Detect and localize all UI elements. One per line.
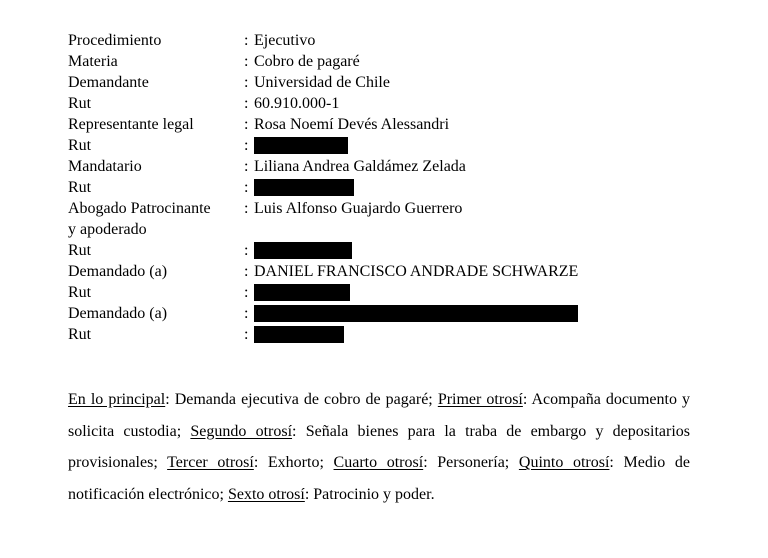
field-colon: : (244, 200, 249, 217)
field-value: Cobro de pagaré (254, 53, 360, 70)
field-row-rut-demandado-1 (68, 282, 708, 303)
field-label: Rut (68, 242, 92, 259)
field-value: Rosa Noemí Devés Alessandri (254, 116, 450, 133)
paragraph-text: : Exhorto; (253, 454, 334, 471)
field-label: Mandatario (68, 158, 142, 175)
field-row-materia (68, 51, 708, 72)
field-colon: : (244, 284, 249, 301)
summary-paragraph (68, 384, 690, 510)
field-row-procedimiento (68, 30, 708, 51)
heading-sexto-otrosi: Sexto otrosí (227, 485, 305, 503)
paragraph-text: : Acompaña documento y solicita custodia; (68, 391, 691, 440)
field-row-rut-representante (68, 135, 708, 156)
field-label: Procedimiento (68, 32, 162, 49)
paragraph-text: : Señala bienes para la traba de embargo y depositarios provisionales; (68, 422, 690, 471)
redaction-bar (254, 305, 578, 322)
field-colon: : (244, 305, 249, 322)
field-label: Materia (68, 53, 118, 70)
field-colon: : (244, 95, 249, 112)
field-value: Luis Alfonso Guajardo Guerrero (254, 200, 463, 217)
field-row-rut-demandado-2 (68, 324, 708, 345)
field-colon: : (244, 116, 249, 133)
field-colon: : (244, 74, 249, 91)
field-value: 60.910.000-1 (254, 95, 340, 112)
field-row-apoderado (68, 219, 708, 240)
paragraph-text: : Demanda ejecutiva de cobro de pagaré; (165, 391, 438, 408)
field-colon: : (244, 263, 249, 280)
paragraph-text: : Medio de notificación electrónico; (68, 454, 691, 503)
redaction-bar (254, 242, 352, 259)
heading-segundo-otrosi: Segundo otrosí (190, 422, 293, 440)
case-fields (68, 30, 708, 345)
field-colon: : (244, 179, 249, 196)
field-label: Abogado Patrocinante (68, 200, 211, 217)
field-label: Demandado (a) (68, 263, 168, 280)
field-colon: : (244, 326, 249, 343)
heading-en-lo-principal: En lo principal (68, 391, 166, 408)
field-label: Rut (68, 137, 92, 154)
redaction-bar (254, 326, 344, 343)
field-label: Rut (68, 326, 92, 343)
field-row-demandado-1 (68, 261, 708, 282)
field-value: DANIEL FRANCISCO ANDRADE SCHWARZE (254, 263, 579, 280)
field-row-rut-demandante (68, 93, 708, 114)
paragraph-text: : Personería; (423, 454, 519, 471)
heading-primer-otrosi: Primer otrosí (437, 391, 523, 408)
field-value: Universidad de Chile (254, 74, 390, 91)
field-row-rut-mandatario (68, 177, 708, 198)
field-label: y apoderado (68, 221, 147, 238)
paragraph-text: : Patrocinio y poder. (304, 485, 435, 503)
heading-tercer-otrosi: Tercer otrosí (167, 454, 254, 471)
field-label: Rut (68, 284, 92, 301)
field-colon: : (244, 137, 249, 154)
field-row-demandante (68, 72, 708, 93)
field-colon: : (244, 158, 249, 175)
redaction-bar (254, 179, 354, 196)
field-row-rut-abogado (68, 240, 708, 261)
heading-quinto-otrosi: Quinto otrosí (518, 454, 610, 471)
field-label: Rut (68, 179, 92, 196)
field-label: Representante legal (68, 116, 194, 133)
field-colon: : (244, 32, 249, 49)
field-row-abogado-patrocinante (68, 198, 708, 219)
field-label: Demandante (68, 74, 149, 91)
field-colon: : (244, 53, 249, 70)
redaction-bar (254, 137, 348, 154)
field-value: Liliana Andrea Galdámez Zelada (254, 158, 466, 175)
field-colon: : (244, 242, 249, 259)
field-row-mandatario (68, 156, 708, 177)
field-row-representante-legal (68, 114, 708, 135)
heading-cuarto-otrosi: Cuarto otrosí (333, 454, 424, 471)
field-label: Demandado (a) (68, 305, 168, 322)
redaction-bar (254, 284, 350, 301)
field-value: Ejecutivo (254, 32, 316, 49)
field-row-demandado-2 (68, 303, 708, 324)
field-label: Rut (68, 95, 92, 112)
